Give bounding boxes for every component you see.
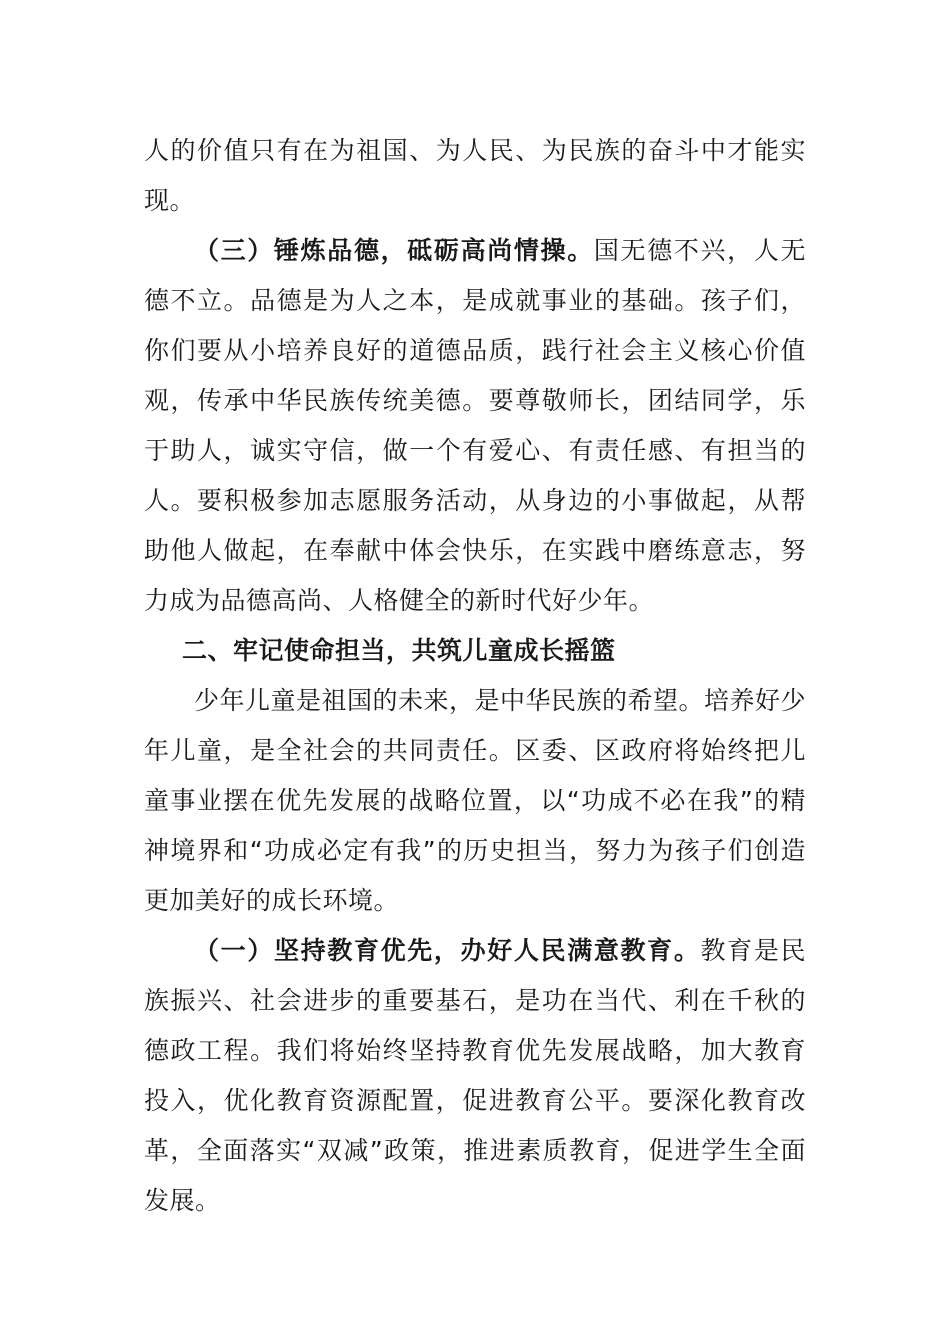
paragraph-text: 教育是民族振兴、社会进步的重要基石，是功在当代、利在千秋的德政工程。我们将始终坚持教育优先发展战略，加大教育投入，优化教育资源配置，促进教育公平。要深化教育改革，全面落实“双减”政策，推进素质教育，促进学生全面发展。: [144, 936, 806, 1215]
paragraph-continuation: [144, 126, 806, 226]
paragraph-education-priority: [144, 926, 806, 1226]
paragraph-text: 少年儿童是祖国的未来，是中华民族的希望。培养好少年儿童，是全社会的共同责任。区委、区政府将始终把儿童事业摆在优先发展的战略位置，以“功成不必在我”的精神境界和“功成必定有我”的历史担当，努力为孩子们创造更加美好的成长环境。: [144, 686, 807, 915]
paragraph-text: 国无德不兴，人无德不立。品德是为人之本，是成就事业的基础。孩子们，你们要从小培养良好的道德品质，践行社会主义核心价值观，传承中华民族传统美德。要尊敬师长，团结同学，乐于助人，诚实守信，做一个有爱心、有责任感、有担当的人。要积极参加志愿服务活动，从身边的小事做起，从帮助他人做起，在奉献中体会快乐，在实践中磨练意志，努力成为品德高尚、人格健全的新时代好少年。: [144, 236, 806, 615]
paragraph-lead-bold: （三）锤炼品德，砥砺高尚情操。: [194, 236, 594, 265]
document-body: [144, 126, 806, 1226]
paragraph-cultivate-morality: [144, 226, 806, 626]
section-heading: 二、牢记使命担当，共筑儿童成长摇篮: [182, 636, 616, 665]
paragraph-text: 人的价值只有在为祖国、为人民、为民族的奋斗中才能实现。: [144, 136, 806, 215]
paragraph-lead-bold: （一）坚持教育优先，办好人民满意教育。: [194, 936, 701, 965]
paragraph-section-intro: [144, 676, 806, 926]
